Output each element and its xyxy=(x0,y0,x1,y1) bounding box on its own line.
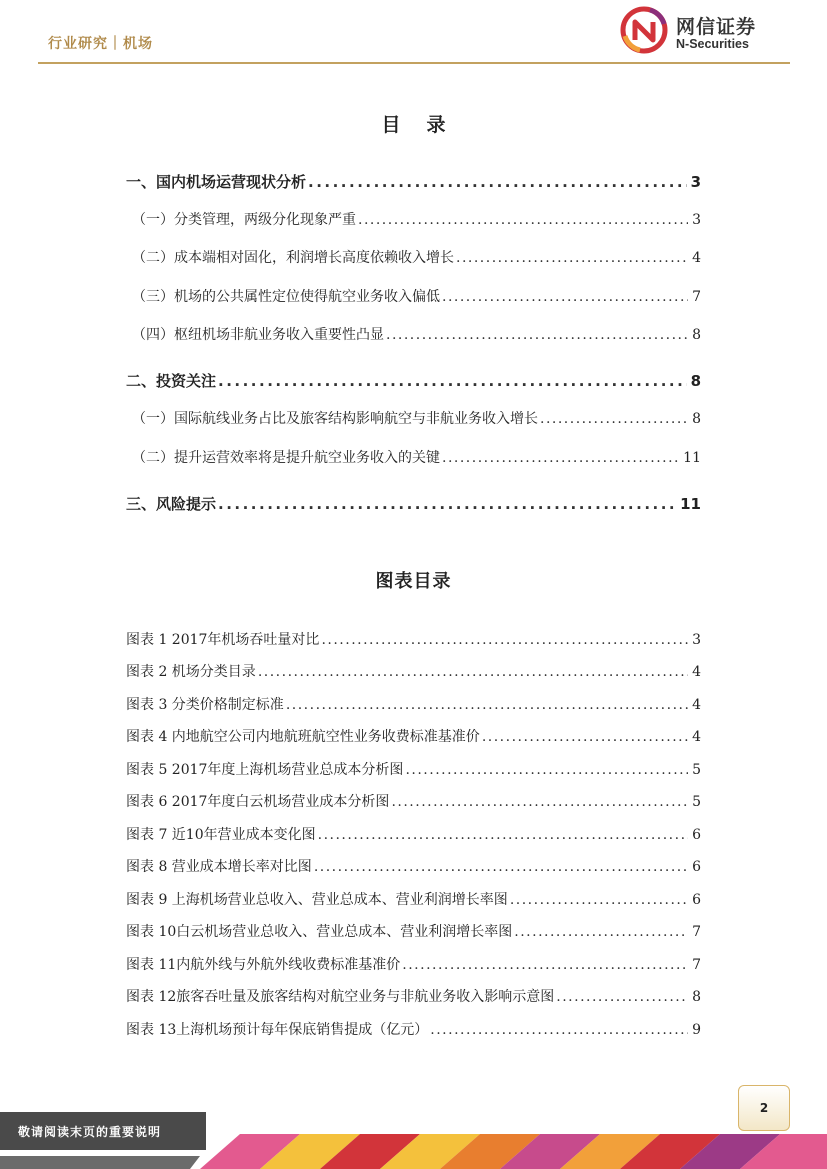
toc-entry-page: 11 xyxy=(683,450,701,466)
figure-entry-label: 图表 9 上海机场营业总收入、营业总成本、营业利润增长率图 xyxy=(126,892,508,908)
toc-entry-page: 3 xyxy=(690,173,701,191)
figure-entry-page: 6 xyxy=(692,892,701,908)
figure-entry[interactable] xyxy=(126,1019,701,1039)
toc-entry-label: 三、风险提示 xyxy=(126,495,217,513)
toc-leader-dots xyxy=(556,989,688,1005)
n-securities-logo-icon xyxy=(620,6,668,54)
toc-leader-dots xyxy=(308,173,687,191)
figure-entry[interactable] xyxy=(126,629,701,649)
toc-leader-dots xyxy=(391,794,688,810)
figure-entry[interactable] xyxy=(126,986,701,1006)
toc-entry-page: 3 xyxy=(692,212,701,228)
figure-entry-page: 3 xyxy=(692,632,701,648)
toc-leader-dots xyxy=(286,697,688,713)
toc-leader-dots xyxy=(318,827,688,843)
logo-english-name: N-Securities xyxy=(676,37,749,51)
figure-entry-page: 7 xyxy=(692,924,701,940)
toc-leader-dots xyxy=(314,859,688,875)
toc-entry[interactable] xyxy=(126,209,701,229)
figure-entry[interactable] xyxy=(126,824,701,844)
toc-entry[interactable] xyxy=(126,408,701,428)
toc-entry[interactable] xyxy=(126,171,701,192)
toc-entry-label: （二）成本端相对固化，利润增长高度依赖收入增长 xyxy=(132,250,454,266)
header-category: 行业研究｜机场 xyxy=(48,36,153,52)
figure-entry[interactable] xyxy=(126,694,701,714)
figure-entry-page: 8 xyxy=(692,989,701,1005)
page-header xyxy=(0,0,827,66)
figure-entry-label: 图表 1 2017年机场吞吐量对比 xyxy=(126,632,320,648)
toc-entry-page: 7 xyxy=(692,289,701,305)
figure-entry-label: 图表 11内航外线与外航外线收费标准基准价 xyxy=(126,957,401,973)
figure-entry-page: 4 xyxy=(692,664,701,680)
header-divider xyxy=(38,62,790,64)
figure-entry-page: 7 xyxy=(692,957,701,973)
figure-entry[interactable] xyxy=(126,921,701,941)
figure-entry-label: 图表 5 2017年度上海机场营业总成本分析图 xyxy=(126,762,404,778)
toc-leader-dots xyxy=(430,1022,688,1038)
toc-leader-dots xyxy=(482,729,688,745)
toc-entry[interactable] xyxy=(126,324,701,344)
toc-entry[interactable] xyxy=(126,370,701,391)
toc-entry-label: （一）分类管理，两级分化现象严重 xyxy=(132,212,356,228)
figure-entry-label: 图表 7 近10年营业成本变化图 xyxy=(126,827,316,843)
toc-leader-dots xyxy=(456,250,688,266)
logo-chinese-name: 网信证券 xyxy=(676,16,757,38)
figure-entry[interactable] xyxy=(126,791,701,811)
toc-entry[interactable] xyxy=(126,493,701,514)
figure-entry[interactable] xyxy=(126,889,701,909)
figure-entry[interactable] xyxy=(126,954,701,974)
figure-entry-label: 图表 3 分类价格制定标准 xyxy=(126,697,284,713)
toc-entry[interactable] xyxy=(126,447,701,467)
toc-leader-dots xyxy=(442,289,688,305)
figure-entry-page: 4 xyxy=(692,697,701,713)
toc-leader-dots xyxy=(386,327,688,343)
toc-entry-page: 8 xyxy=(690,372,701,390)
figure-entry-label: 图表 6 2017年度白云机场营业成本分析图 xyxy=(126,794,390,810)
figure-entry-page: 5 xyxy=(692,794,701,810)
figure-entry-label: 图表 10白云机场营业总收入、营业总成本、营业利润增长率图 xyxy=(126,924,513,940)
toc-leader-dots xyxy=(402,957,688,973)
figure-entry[interactable] xyxy=(126,726,701,746)
toc-title: 目录 xyxy=(381,114,472,136)
figure-entry-label: 图表 2 机场分类目录 xyxy=(126,664,256,680)
figure-entry-label: 图表 4 内地航空公司内地航班航空性业务收费标准基准价 xyxy=(126,729,480,745)
toc-entry-page: 8 xyxy=(692,411,701,427)
toc-leader-dots xyxy=(358,212,688,228)
figure-entry-page: 6 xyxy=(692,827,701,843)
figure-entry-label: 图表 12旅客吞吐量及旅客结构对航空业务与非航业务收入影响示意图 xyxy=(126,989,555,1005)
toc-entry-label: （二）提升运营效率将是提升航空业务收入的关键 xyxy=(132,450,440,466)
company-logo xyxy=(620,6,780,56)
figure-entry[interactable] xyxy=(126,856,701,876)
figure-entry-label: 图表 8 营业成本增长率对比图 xyxy=(126,859,312,875)
figure-entry-page: 4 xyxy=(692,729,701,745)
toc-entry-label: （四）枢纽机场非航业务收入重要性凸显 xyxy=(132,327,384,343)
figure-entry[interactable] xyxy=(126,759,701,779)
toc-entry-page: 11 xyxy=(680,495,701,513)
toc-entry[interactable] xyxy=(126,286,701,306)
figure-entry-page: 5 xyxy=(692,762,701,778)
toc-leader-dots xyxy=(218,495,676,513)
toc-leader-dots xyxy=(540,411,688,427)
toc-entry-label: （三）机场的公共属性定位使得航空业务收入偏低 xyxy=(132,289,440,305)
page-number: 2 xyxy=(738,1085,790,1131)
toc-leader-dots xyxy=(442,450,679,466)
figure-entry[interactable] xyxy=(126,661,701,681)
toc-entry-page: 8 xyxy=(692,327,701,343)
toc-entry-label: （一）国际航线业务占比及旅客结构影响航空与非航业务收入增长 xyxy=(132,411,538,427)
toc-leader-dots xyxy=(218,372,687,390)
figure-entry-page: 9 xyxy=(692,1022,701,1038)
toc-leader-dots xyxy=(514,924,688,940)
figure-entry-label: 图表 13上海机场预计每年保底销售提成（亿元） xyxy=(126,1022,429,1038)
toc-leader-dots xyxy=(258,664,688,680)
figures-title: 图表目录 xyxy=(375,571,452,592)
figure-entry-page: 6 xyxy=(692,859,701,875)
toc-entry[interactable] xyxy=(126,247,701,267)
toc-entry-label: 二、投资关注 xyxy=(126,372,217,390)
toc-entry-label: 一、国内机场运营现状分析 xyxy=(126,173,307,191)
toc-leader-dots xyxy=(321,632,688,648)
toc-entry-page: 4 xyxy=(692,250,701,266)
toc-leader-dots xyxy=(510,892,688,908)
toc-leader-dots xyxy=(405,762,688,778)
disclaimer-note: 敬请阅读末页的重要说明 xyxy=(0,1112,206,1150)
